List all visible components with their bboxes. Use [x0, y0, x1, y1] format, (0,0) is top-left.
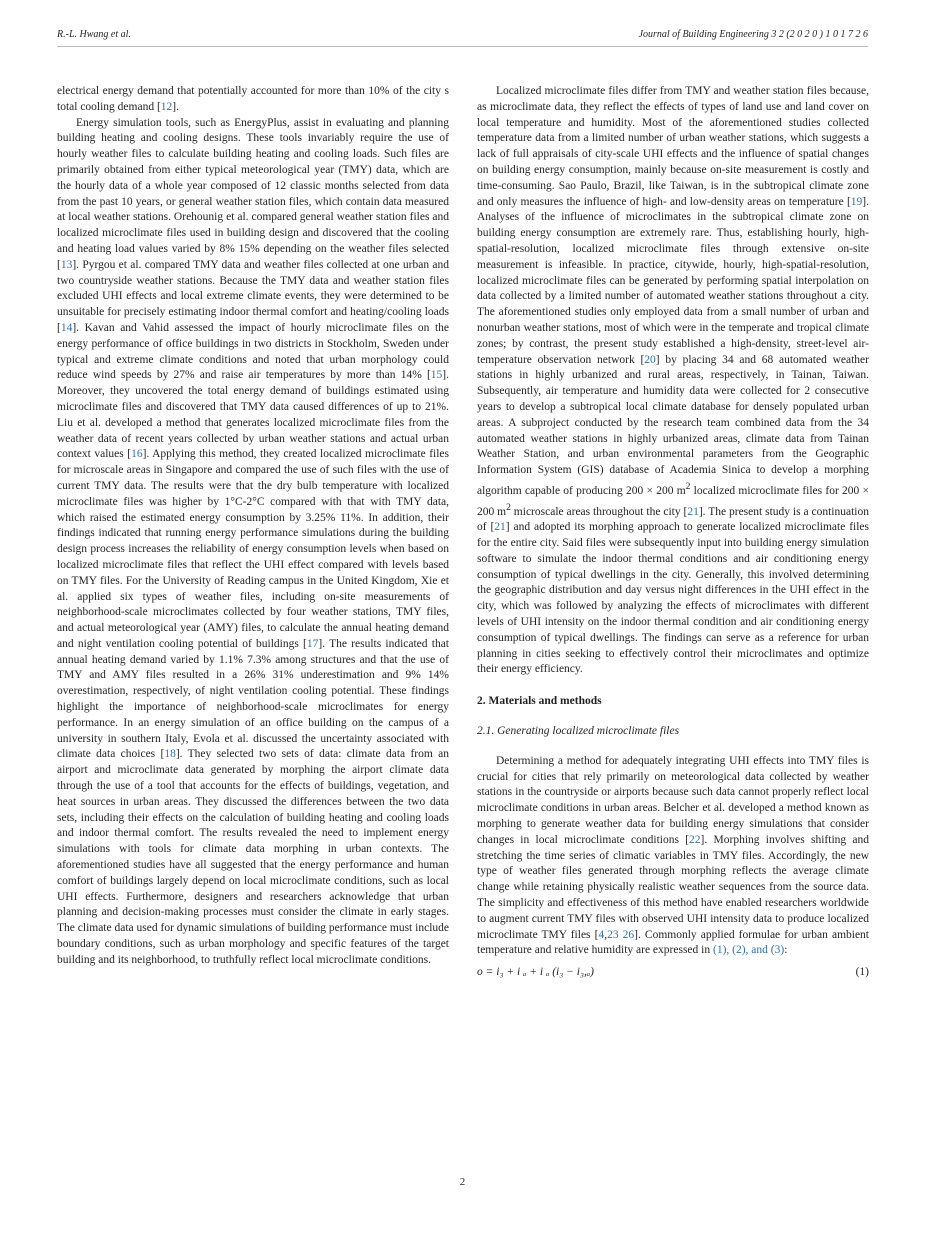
citation-link[interactable]: 14 — [60, 321, 73, 334]
citation-link[interactable]: 15 — [430, 369, 443, 382]
citation-link[interactable]: 13 — [60, 258, 73, 271]
header-rule — [57, 46, 868, 47]
paragraph: Energy simulation tools, such as EnergyPlus, assist in evaluating and planning building heating and cooling designs. These tools invariably require the use of hourly weather files to calculate building heating and cooling loads. Such files are primarily obtained from either typical meteorological year (TMY) data, which are the hourly data of a whole year composed of 12 classic months selected from data from the past 10 years, or general weather station files, which contain data measured at local weather stations. Orehounig et al. compared general weather station files and localized microclimate files used in building design and discovered that the cooling and heating load values varied by 8% 15% depending on the weather files selected [13]. Pyrgou et al. compared TMY data and weather files collected at one urban and two countryside weather stations. Because the TMY data and weather station files excluded UHI effects and local extreme climate events, they were determined to be unsuitable for precisely estimating indoor thermal comfort and heating/cooling loads [14]. Kavan and Vahid assessed the impact of hourly microclimate files on the energy performance of office buildings in two districts in Stockholm, Sweden under typical and extreme climate conditions and noted that urban morphology could reduce wind speeds by 27% and raise air temperatures by more than 14% [15]. Moreover, they uncovered the total energy demand of buildings estimated using microclimate files and discovered that TMY data caused differences of up to 21%. Liu et al. developed a method that generates localized microclimate files from the weather data of recent years collected by urban weather stations and actual urban context values [16]. Applying this method, they created localized microclimate files for microscale areas in Singapore and compared the use of such files with the use of current TMY data. The results were that the dry bulb temperature with localized microclimate files was higher by 1°C-2°C compared with that with TMY data, which raised the estimated energy consumption by 3.25% 11%. In addition, their findings indicated that running energy performance simulations during the building design process increases the reliability of energy consumption levels when based on localized microclimate files that reflect the UHI effect compared with levels based on TMY files. For the University of Reading campus in the United Kingdom, Xie et al. applied six types of weather files, including on-site measurements of neighborhood-scale microclimates collected by four weather stations, TMY files, and actual meteorological year (AMY) files, to calculate the annual heating demand and night ventilation cooling potential of buildings [17]. The results indicated that annual heating demand varied by 1.1% 7.3% among structures and that the use of TMY and AMY files resulted in a 26% 31% underestimation and 9% 14% overestimation, respectively, of night ventilation cooling potential. These findings highlight the importance of neighborhood-scale microclimates for energy performance. In an energy simulation of an office building on the campus of a university in southern Italy, Evola et al. discussed the uncertainty associated with climate data choices [18]. They selected two sets of data: climate data from an airport and microclimate data generated by morphing the airport climate data through the use of a tool that accounts for the effects of buildings, vegetation, and heat sources in urban areas. They discussed the differences between the two data sets, including their effects on the calculation of building heating and cooling loads and indoor thermal comfort. The results revealed the need to implement energy simulations with tools for climate data morphing in urban contexts. The aforementioned studies have all suggested that the energy performance and human comfort of buildings largely depend on local microclimate conditions, such as local UHI effects. Furthermore, designers and researchers acknowledge that urban planning and decision-making processes must consider the climate in early stages. The climate data used for dynamic simulations of building performance must include boundary conditions, such as urban morphology and specific features of the target building and its neighborhood, to truthfully reflect local microclimate conditions. — [57, 116, 449, 966]
paragraph: Localized microclimate files differ from TMY and weather station files because, as microclimate data, they reflect the effects of types of land use and land cover on local temperature and humidity. Most of the aforementioned studies collected temperature data from a limited number of urban weather stations, which suggests a lack of full appraisals of city-scale UHI effects and the influence of spatial changes on building energy consumption, mainly because on-site measurement is costly and time-consuming. Sao Paulo, Brazil, like Taiwan, is in the subtropical climate zone and only measures the influence of high- and low-density areas on temperature [19]. Analyses of the influence of microclimates in the subtropical climate zone on building energy consumption are extremely rare. Thus, establishing hourly, high-spatial-resolution, localized microclimate files through extensive on-site measurement is infeasible. In practice, citywide, hourly, high-spatial-resolution, localized microclimate files can be generated by performing spatial interpolation on data collected by a limited number of automated weather stations throughout a city. The aforementioned studies only employed data from a small number of urban and nonurban weather stations, most of which were in the temperate and tropical climate zones; by contrast, the present study established a high-density, street-level air-temperature observation network [20] by placing 34 and 68 automated weather stations in highly urbanized and rural areas, respectively, in Tainan, Taiwan. Subsequently, air temperature and humidity data were collected for 2 consecutive years to develop a subtropical local climate database for densely populated urban areas. A subproject conducted by the research team combined data from the 34 automated weather stations in highly urbanized areas, climate data from Tainan Weather Station, and urban environmental parameters from the Geographic Information System (GIS) database of Academia Sinica to develop a morphing algorithm capable of producing 200 × 200 $m^2$ localized microclimate files for 200 × 200 $m^2$ microscale areas throughout the city [21]. The present study is a continuation of [21] and adopted its morphing approach to generate localized microclimate files for the entire city. Said files were subsequently input into building energy simulation software to simulate the indoor thermal conditions and air conditioning energy consumption of typical dwellings in the city. Generally, this involved determining the geographic distribution and day versus night differences in the UHI effect in the city, which was followed by analyzing the effects of microclimates with different levels of UHI intensity on the indoor thermal condition and air conditioning energy consumption of typical dwellings. The findings can serve as a reference for urban planning in cities seeking to effectively control their microclimates and optimize their energy efficiency. — [477, 85, 869, 676]
citation-link[interactable]: 17 — [306, 637, 319, 650]
paragraph: electrical energy demand that potentially accounted for more than 10% of the city s total cooling demand [12]. — [57, 85, 449, 113]
equation-1 — [477, 965, 869, 981]
citation-link[interactable]: 19 — [850, 195, 863, 208]
left-column — [57, 84, 449, 969]
citation-link[interactable]: 21 — [687, 505, 699, 518]
running-header-journal: Journal of Building Engineering 3 2 (2 0 2 0 ) 1 0 1 7 2 6 — [638, 29, 868, 40]
running-header-authors: R.-L. Hwang et al. — [57, 29, 131, 40]
citation-link[interactable]: 22 — [689, 833, 701, 846]
citation-link[interactable]: 18 — [164, 748, 176, 761]
page-number: 2 — [459, 1176, 466, 1188]
citation-link[interactable]: 4 — [598, 928, 605, 941]
subsection-heading: 2.1. Generating localized microclimate files — [477, 724, 680, 737]
equation-reference-link[interactable]: (1), (2), and (3) — [712, 944, 785, 957]
citation-link[interactable]: 21 — [494, 521, 506, 534]
citation-link[interactable]: 23 26 — [607, 928, 635, 941]
citation-link[interactable]: 16 — [131, 448, 143, 461]
right-column — [477, 84, 869, 981]
equation-number: (1) — [855, 966, 869, 979]
citation-link[interactable]: 20 — [644, 353, 656, 366]
equation-body: o = i₃ + i ₐ + i ₐ (i₃ − i₃,ₐ) — [477, 966, 595, 979]
paragraph: Determining a method for adequately integrating UHI effects into TMY files is crucial for cities that rely primarily on meteorological data collected by weather stations in the countryside or airports because such data cannot properly reflect local microclimate conditions in urban areas. Belcher et al. developed a method known as morphing to generate weather data for building energy simulations that consider changes in local microclimate conditions [22]. Morphing involves shifting and stretching the time series of climatic variables in TMY files. Accordingly, the new type of weather files generated through morphing reflects the average climate change while retaining physically realistic weather sequences from the source data. The simplicity and effectiveness of this method have enabled researchers worldwide to augment current TMY files with observed UHI intensity data to produce localized microclimate TMY files [4,23 26]. Commonly applied formulae for urban ambient temperature and relative humidity are expressed in (1), (2), and (3): — [477, 754, 870, 957]
section-heading: 2. Materials and methods — [477, 695, 602, 708]
citation-link[interactable]: 12 — [160, 100, 173, 113]
